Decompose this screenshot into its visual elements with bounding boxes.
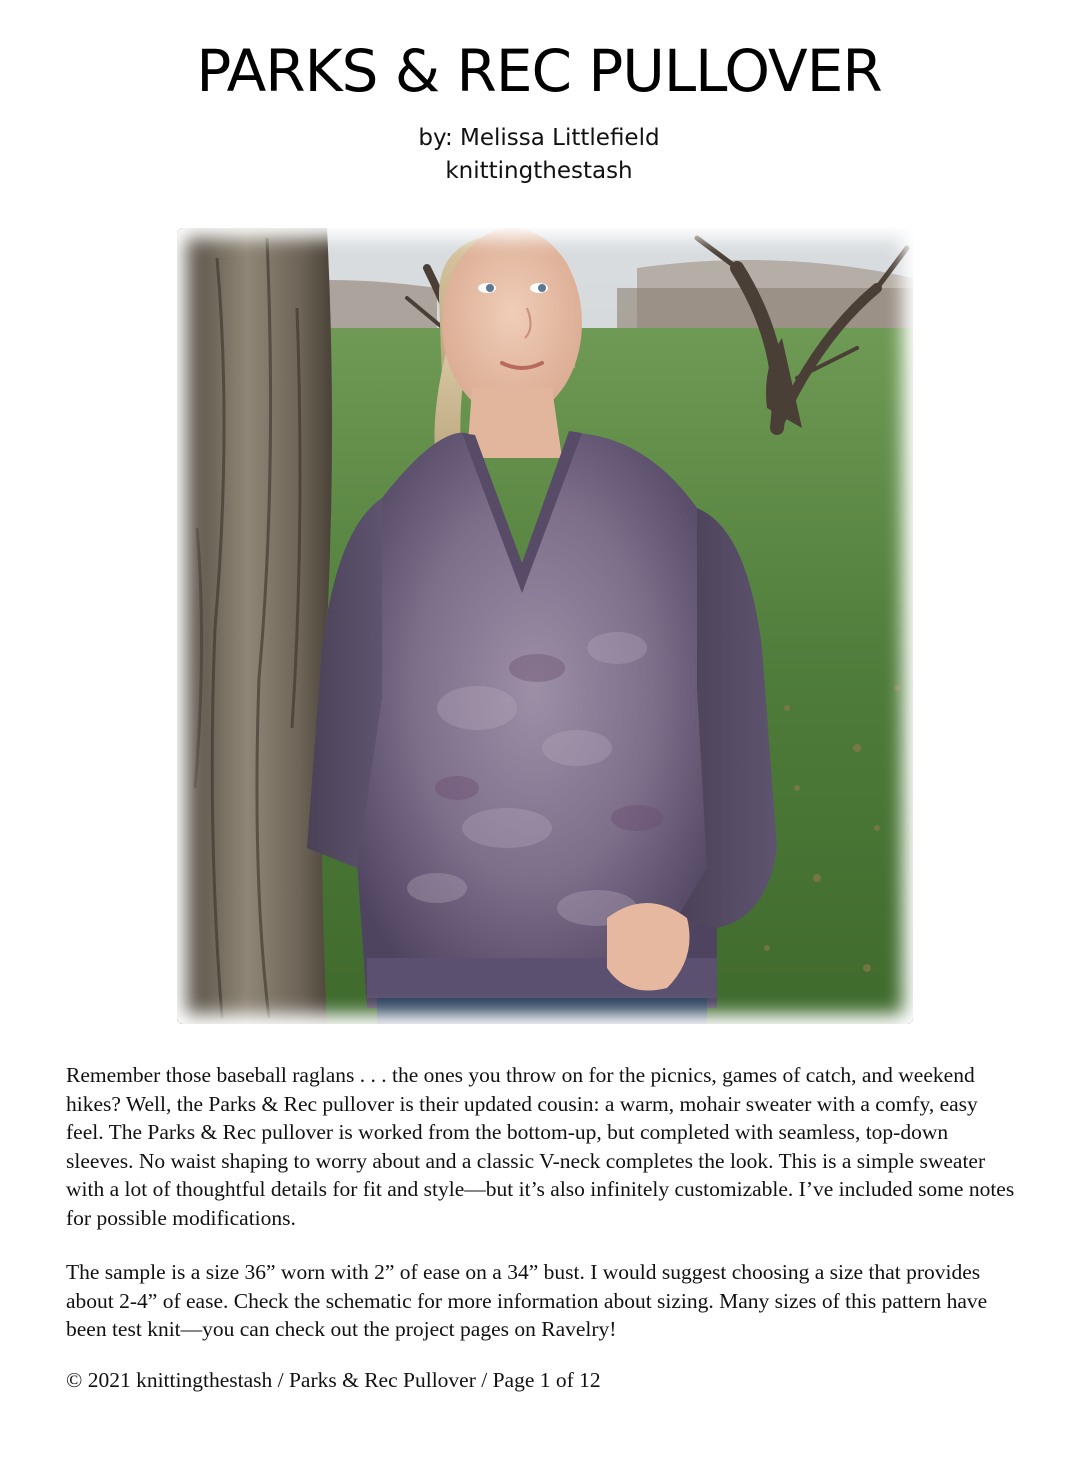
sweater-photo-illustration [177, 228, 913, 1024]
author-byline: by: Melissa Littlefield [418, 125, 660, 151]
author-handle: knittingthestash [445, 158, 633, 184]
cover-photo [177, 228, 913, 1024]
sizing-paragraph: The sample is a size 36” worn with 2” of ease on a 34” bust. I would suggest choosing a size that provides about 2-4” of ease. Check the schematic for more information about sizing. Many sizes of this pattern have been test knit—you can check out the project pages on Ravelry! [66, 1260, 988, 1341]
page-title: PARKS & REC PULLOVER [196, 37, 882, 105]
author-block [0, 122, 1078, 188]
page-footer: © 2021 knittingthestash / Parks & Rec Pullover / Page 1 of 12 [66, 1368, 601, 1392]
intro-paragraph: Remember those baseball raglans . . . the ones you throw on for the picnics, games of catch, and weekend hikes? Well, the Parks & Rec pullover is their updated cousin: a warm, mohair sweater with a comfy, easy feel. The Parks & Rec pullover is worked from the bottom-up, but completed with seamless, top-down sleeves. No waist shaping to worry about and a classic V-neck completes the look. This is a simple sweater with a lot of thoughtful details for fit and style—but it’s also infinitely customizable. I’ve included some notes for possible modifications. [66, 1063, 1015, 1230]
